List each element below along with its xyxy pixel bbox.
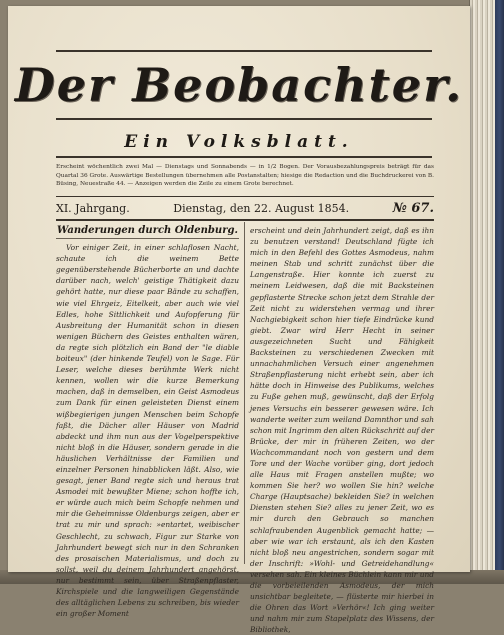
masthead-top-rule	[56, 50, 432, 52]
newspaper-page	[8, 6, 470, 635]
column-divider	[244, 222, 245, 564]
column-left-paragraph: Vor einiger Zeit, in einer schlaflosen Nacht, schaute ich die weinem Bette gegenüberstehende Bücherborte an und dachte darüber nach, welch' geistige Thätigkeit dazu gehört hatte, nur diese paar Bände zu schaffen, wie viel Ehrgeiz, Eitelkeit, aber auch wie viel Edles, hohe Sittlichkeit und Aufopferung für Ausbreitung der Humanität schon in diesen wenigen Büchern des Geistes enthalten wären, da regte sich plötzlich ein Band der "le diable boiteux" (der hinkende Teufel) von le Sage. Für Leser, welche dieses berühmte Werk nicht kennen, wollen wir die kurze Bemerkung machen, daß in demselben, ein Geist Asmodeus zum Dank für einen geleisteten Dienst einem wißbegierigen jungen Menschen beim Schopfe faßt, die Dächer aller Häuser von Madrid abdeckt und ihm nun aus der Vogelperspektive nicht bloß in die Häuser, sondern gerade in die häuslichen Verhältnisse der Familien und einzelner Personen hinabblicken läßt. Also, wie gesagt, jener Band regte sich und heraus trat Asmodei mit bewußter Miene; schon hoffte ich, er würde auch mich beim Schopfe nehmen und mir die Geheimnisse Oldenburgs zeigen, aber er trat zu mir und sprach: »entartet, weibischer Geschlecht, zu schwach, Figur zur Starke von Jahrhundert bewegt sich nur in den Schranken des prosaischen Materialismus, und doch zu sollst, weil du deinem Jahrhundert angehörst, nur bestimmt sein, über Straßenpflaster, Kirchspiele und die langweiligen Gegenstände des alltäglichen Lebens zu schreiben, bis wieder ein großer Moment	[56, 243, 239, 619]
column-right	[250, 225, 434, 635]
issue-volume: XI. Jahrgang.	[56, 201, 130, 215]
subscription-info: Erscheint wöchentlich zwei Mal — Dienstags und Sonnabends — in 1/2 Bogen. Der Vorausbezahlungspreis beträgt für das Quartal 36 Grote. Auswärtige Bestellungen übernehmen alle Postanstalten; hiesige die Redaction und die Buchdruckerei von B. Büsing, Neuestraße 44. — Anzeigen werden die Zeile zu einem Grote berechnet.	[56, 164, 434, 188]
masthead-bottom-rule	[56, 118, 432, 120]
article-title: Wanderungen durch Oldenburg.	[56, 225, 239, 239]
issue-number: № 67.	[392, 200, 434, 216]
issue-date: Dienstag, den 22. August 1854.	[173, 201, 350, 215]
issue-bar	[56, 196, 434, 221]
masthead-subtitle: Ein Volksblatt.	[124, 132, 354, 152]
masthead-title: Der Beobachter.	[14, 58, 464, 112]
column-left	[56, 225, 239, 619]
column-right-paragraph: erscheint und dein Jahrhundert zeigt, daß es ihn zu benutzen verstand! Deutschland fügte ich mich in den Befehl des Gottes Asmodeus, nahm meinen Stab und schritt zunächst über die Langenstraße. Hier konnte ich zuerst zu meinem Leidwesen, daß die mit Backsteinen gepflasterte Strecke schon jetzt dem Strahle der Zeit nicht zu widerstehen vermag und ihrer Nachgiebigkeit schon hier tiefe Eindrücke kund giebt. Zwar wird Herr Hecht in seiner ausgezeichneten Sucht und Fähigkeit Backsteinen zu verschiedenen Zwecken mit unnachahmlichen Versuch einer angenehmen Straßenpflasterung nicht erhebt sein, aber ich hätte doch in Hinweise des Publikums, welches zu Fuße gehen muß, gewünscht, daß der Erfolg jenes Versuchs ein besserer gewesen wäre. Ich wanderte weiter zum weiland Damnthor und sah schon mit Ingrimm den alten Rückschritt auf der Brücke, der mir in früheren Zeiten, wo der Wachcommandant noch von gestern und dem Tore und der Wache vorüber ging, dort jedoch alle Haus mit Fragen anstellen mußte; wo kommen Sie her? wo wollen Sie hin? welche Charge (Hauptsache) bekleiden Sie? in welchen Diensten stehen Sie? alles zu jener Zeit, wo es mir durch den Gebrauch so manchen schlafraubenden Augenblick gemacht hatte; — aber wie war ich erstaunt, als ich den Kasten nicht bloß neu angestrichen, sondern sogar mit der Inschrift: »Wohl- und Getreidehandlung« versehen sah. Ein kleines Büchlein kann mir und die vorbeieilenden Asmodeus, der mich unsichtbar begleitete, — flüsterte mir hierbei in die Ohren das Wort »Verhör«! Ich ging weiter und nahm mir zum Stapelplatz des Wissens, der Bibliothek,	[250, 226, 434, 635]
book-binding	[495, 0, 504, 584]
subtitle-rule	[56, 156, 432, 158]
